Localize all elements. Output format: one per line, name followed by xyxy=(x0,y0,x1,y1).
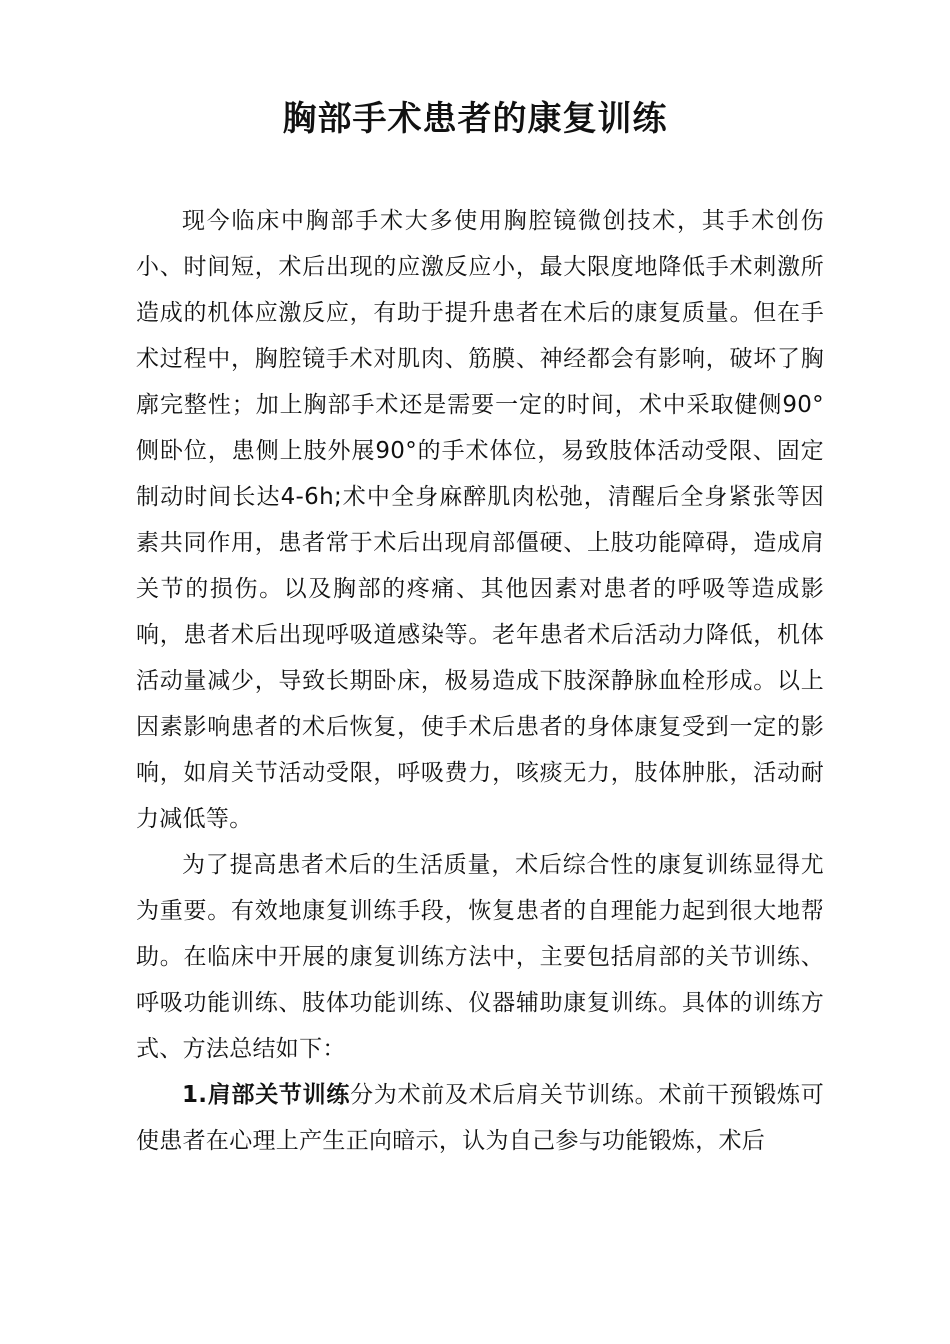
paragraph-intro: 现今临床中胸部手术大多使用胸腔镜微创技术，其手术创伤小、时间短，术后出现的应激反应小，最大限度地降低手术刺激所造成的机体应激反应，有助于提升患者在术后的康复质量。但在手术过程中，胸腔镜手术对肌肉、筋膜、神经都会有影响，破坏了胸廓完整性；加上胸部手术还是需要一定的时间，术中采取健侧90°侧卧位，患侧上肢外展90°的手术体位，易致肢体活动受限、固定制动时间长达4-6h;术中全身麻醉肌肉松弛，清醒后全身紧张等因素共同作用，患者常于术后出现肩部僵硬、上肢功能障碍，造成肩关节的损伤。以及胸部的疼痛、其他因素对患者的呼吸等造成影响，患者术后出现呼吸道感染等。老年患者术后活动力降低，机体活动量减少，导致长期卧床，极易造成下肢深静脉血栓形成。以上因素影响患者的术后恢复，使手术后患者的身体康复受到一定的影响，如肩关节活动受限，呼吸费力，咳痰无力，肢体肿胀，活动耐力减低等。 xyxy=(136,208,824,832)
section-number: 1. xyxy=(182,1082,208,1108)
paragraph-rehab-importance: 为了提高患者术后的生活质量，术后综合性的康复训练显得尤为重要。有效地康复训练手段，恢复患者的自理能力起到很大地帮助。在临床中开展的康复训练方法中，主要包括肩部的关节训练、呼吸功能训练、肢体功能训练、仪器辅助康复训练。具体的训练方式、方法总结如下： xyxy=(136,852,824,1062)
section-text: 分为术前及术后肩关节训练。术前干预锻炼可使患者在心理上产生正向暗示，认为自己参与功能锻炼，术后 xyxy=(136,1082,825,1154)
document-title: 胸部手术患者的康复训练 xyxy=(282,99,668,139)
section-heading: 肩部关节训练 xyxy=(207,1082,351,1108)
document-body xyxy=(136,198,824,1164)
paragraph-shoulder-training xyxy=(136,1072,824,1164)
